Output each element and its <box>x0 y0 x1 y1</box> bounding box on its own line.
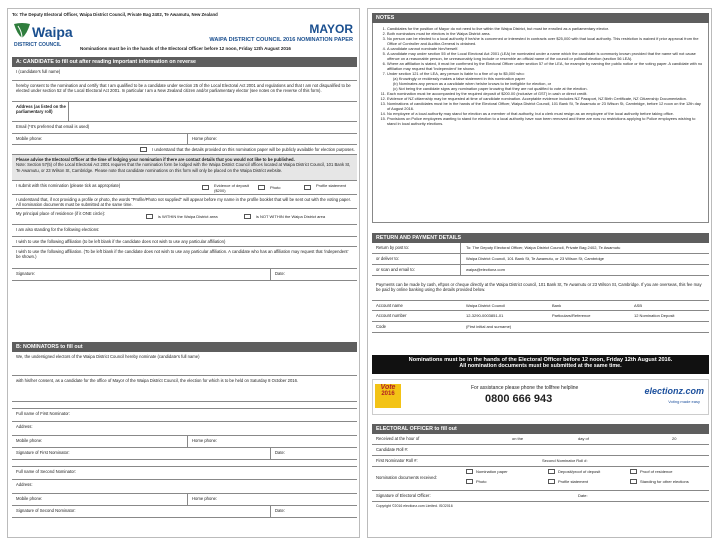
electionz-tagline: Voting made easy <box>668 399 700 404</box>
first-nom-roll-label: First Nominator Roll #: <box>376 458 418 463</box>
note-item: 13. Nominations of candidates must be in the hands of the Electoral Officer, Waipa District Council, 101 Bank St, Te Awamutu or 23 Wilson St, Cambridge, before 12 noon on the 12th day of August 2016. <box>387 101 704 111</box>
home-label-2: Home phone: <box>192 496 218 501</box>
nominator-roll-row[interactable] <box>372 456 709 467</box>
deadline-text: Nominations must be in the hands of the Electoral Officer before 12 noon, Friday 12th August 2016 <box>80 46 291 51</box>
with-consent-text: with his/her consent, as a candidate for the office of Mayor of the Waipa District Council, the election for which is to be held on Saturday 8 October 2016. <box>12 376 357 402</box>
account-name-label: Account name <box>376 303 403 308</box>
eo-header: ELECTORAL OFFICER to fill out <box>372 424 709 434</box>
doc-received-item[interactable] <box>548 479 588 484</box>
note-item: 4. A candidate cannot nominate him/herself. <box>387 46 704 51</box>
email-field[interactable] <box>12 122 357 134</box>
received-row[interactable] <box>372 434 709 445</box>
account-number-value: 12-3290-0003851-01 <box>466 313 504 318</box>
profile-label: Profile statement <box>316 183 347 188</box>
advise-text: Please advise the Electoral Officer at the time of lodging your nomination if there are contact details that you would not like to be published. <box>16 157 295 162</box>
return-row-label: Return by post to: <box>376 245 410 250</box>
second-nominator-phones[interactable] <box>12 494 357 506</box>
mobile-label-2: Mobile phone: <box>16 496 43 501</box>
sig-first-label: Signature of First Nominator: <box>16 450 70 455</box>
deposit-label: Evidence of deposit ($200) <box>214 183 249 193</box>
nominate-field[interactable] <box>12 352 357 376</box>
first-nominator-name[interactable] <box>12 408 357 422</box>
banner-line-2: All nomination documents must be submitted at the same time. <box>459 363 622 369</box>
phone-row <box>12 134 357 145</box>
first-nominator-signature[interactable] <box>12 448 357 460</box>
note-item: 5. A candidate may under section 55 of the Local Electoral Act 2001 (LEA) be nominated under a name which the candidate is commonly known provided that the name will not cause offence on a reasonable person, be unreasonably long include or resemble an official name of the council or political election (section 56 LEA). <box>387 51 704 61</box>
doc-label: Nomination paper <box>476 469 508 474</box>
helpline-number[interactable]: 0800 666 943 <box>485 393 553 405</box>
logo-wordmark: Waipa <box>32 24 73 40</box>
assist-text: For assistance please phone the tollfree helpline <box>471 385 579 391</box>
doc-label: Photo <box>476 479 487 484</box>
understand-row[interactable] <box>12 145 357 155</box>
mobile-label-1: Mobile phone: <box>16 438 43 443</box>
second-nominator-name[interactable] <box>12 466 357 480</box>
eo-date-label: Date: <box>578 493 588 498</box>
submit-label: I submit with this nomination (please tick as appropriate) <box>16 183 121 188</box>
affiliation-label: I wish to use the following affiliation (to be left blank if the candidate does not wish to use any particular affiliation) <box>16 239 226 244</box>
signature-label: Signature: <box>16 271 36 276</box>
eo-signature-row[interactable] <box>372 491 709 502</box>
standing-label: I am also standing for the following elections: <box>16 227 100 232</box>
nomination-paper-front <box>7 8 360 538</box>
note-item: 6. Where an affiliation is stated, it must be confirmed by the Electoral Officer under section 57 of the LEA, for example by naming the public notice or the voting paper. A candidate with no affiliation may request that 'Independent' be shown. <box>387 61 704 71</box>
note-item: 2. Both nominators must be electors in the Waipa District area. <box>387 31 704 36</box>
note-text: Note: Section 57(5) of the Local Electoral Act 2001 requires that the nomination form be lodged with the Waipa District Council offices located at Waipa District Council, 101 Bank St, Te Awamutu, or 23 Wilson St, Cambridge. Please note that candidate nominations on this form will only be placed on the Waipa District website. <box>16 162 351 173</box>
candidate-name-field[interactable] <box>12 67 357 81</box>
mayor-heading: MAYOR <box>309 22 353 36</box>
note-item: 1. Candidates for the position of Mayor do not need to live within the Waipa District, but must be enrolled as a parliamentary elector. <box>387 26 704 31</box>
profile-booklet-text: I understand that, if not providing a profile or photo, the words "Profile/Photo not supplied" will appear before my name in the profile booklet that will be sent out with the voting paper. All nomination documents must be submitted at the same time. <box>12 195 357 209</box>
understand-label: I understand that the details provided on this nomination paper will be publicly available for election purposes. <box>152 147 355 152</box>
vote-year: 2016 <box>381 391 395 397</box>
note-item: 7. Under section 121 of the LEA, any person is liable to a fine of up to $5,000 who: <box>387 71 704 76</box>
bank-label: Bank <box>552 303 562 308</box>
code-label: Code <box>376 324 387 329</box>
return-row-label: or deliver to: <box>376 256 400 261</box>
standing-field[interactable] <box>12 225 357 237</box>
note-item: 14. No employee of a local authority may stand for election as a member of that authority, but a clerk must resign as an employee of the local authority before taking office. <box>387 111 704 116</box>
first-nominator-label: Full name of First Nominator: <box>16 411 70 416</box>
particulars-value: 12 Nomination Deposit <box>634 313 675 318</box>
candidate-signature-row[interactable] <box>12 269 357 281</box>
doc-checkbox[interactable] <box>630 479 637 484</box>
received-label: Received at the hour of <box>376 436 420 441</box>
banner-line-1: Nominations must be in the hands of the Electoral Officer before 12 noon, Friday 12th August 2016. <box>408 357 673 363</box>
return-row-value: Waipa District Council, 101 Bank St, Te Awamutu, or 23 Wilson St, Cambridge <box>466 256 604 261</box>
eo-signature-label: Signature of Electoral Officer: <box>376 493 431 498</box>
return-row-value: To: The Deputy Electoral Officer, Waipa District Council, Private Bag 2402, Te Awamutu <box>466 245 621 250</box>
note-item: (c) Not being the candidate signs any nomination paper knowing that they are not qualified to vote at the election. <box>393 86 588 91</box>
not-within-label: is NOT WITHIN the Waipa District area <box>256 214 326 219</box>
date-label: Date: <box>275 271 286 276</box>
section-a <box>12 57 357 281</box>
account-name-value: Waipa District Council <box>466 303 505 308</box>
vote-label: Vote <box>380 384 396 391</box>
waipa-leaf-icon <box>12 22 32 40</box>
code-row <box>372 322 709 333</box>
note-item: 11. Each nomination must be accompanied by the required deposit of $200.00 (inclusive of GST) in cash or direct credit. <box>387 91 704 96</box>
doc-label: Deposit/proof of deposit <box>558 469 601 474</box>
candidate-roll-row[interactable] <box>372 445 709 456</box>
logo-subtext: DISTRICT COUNCIL <box>14 42 62 48</box>
second-nom-roll-label: Second Nominator Roll #: <box>542 458 588 463</box>
note-item: (a) Knowingly or recklessly makes a false statement in this nomination paper <box>393 76 525 81</box>
address-label-1: Address: <box>16 424 33 429</box>
note-item: 12. Evidence of NZ citizenship may be requested at time of candidate nomination. Acceptable evidence includes NZ Passport, NZ Birth Certificate, NZ Citizenship Documentation. <box>387 96 704 101</box>
notes-list <box>372 23 709 223</box>
second-nominator-signature[interactable] <box>12 506 357 518</box>
address-label: Address (as listed on the parliamentary roll) <box>16 104 66 114</box>
doc-received-item[interactable] <box>630 479 689 484</box>
doc-checkbox[interactable] <box>466 479 473 484</box>
account-name-row <box>372 300 709 311</box>
second-nominator-label: Full name of Second Nominator: <box>16 469 77 474</box>
notes-header: NOTES <box>372 13 709 23</box>
section-b-header: B: NOMINATORS to fill out <box>12 342 357 352</box>
code-value: (First initial and surname) <box>466 324 512 329</box>
doc-label: Standing for other elections <box>640 479 689 484</box>
docs-received-label: Nomination documents received: <box>376 475 437 480</box>
home-phone-label: Home phone: <box>192 136 218 141</box>
day-of-label: day of <box>578 436 589 441</box>
first-nominator-phones[interactable] <box>12 436 357 448</box>
return-row-value: waipa@electionz.com <box>466 267 505 272</box>
section-a-header: A: CANDIDATE to fill out after reading important information on reverse <box>12 57 357 67</box>
helpline-box <box>372 379 709 415</box>
paper-title: WAIPA DISTRICT COUNCIL 2016 NOMINATION PAPER <box>209 37 353 43</box>
waipa-logo <box>12 22 74 54</box>
doc-received-item[interactable] <box>548 469 600 474</box>
docs-received-row <box>372 467 709 491</box>
return-row <box>372 254 709 265</box>
first-nominator-address[interactable] <box>12 422 357 436</box>
return-rows <box>372 243 709 276</box>
note-item: (b) Nominates any person as a candidate when he/she knows to be ineligible for election, or <box>393 81 552 86</box>
not-within-checkbox[interactable] <box>244 214 251 219</box>
electoral-officer-section <box>372 424 709 510</box>
advise-box <box>12 155 357 181</box>
mobile-label: Mobile phone: <box>16 136 43 141</box>
address-label-2: Address: <box>16 482 33 487</box>
date-label-2: Date: <box>275 508 286 513</box>
electionz-logo: electionz.com <box>644 386 704 396</box>
affiliation-note: I wish to use the following affiliation. (To be left blank if the candidate does not wish to use any particular affiliation. A candidate who has an affiliation may request that 'independent' be shown.) <box>12 247 357 269</box>
return-row-label: or scan and email to: <box>376 267 415 272</box>
photo-checkbox[interactable] <box>258 185 265 190</box>
deposit-checkbox[interactable] <box>202 185 209 190</box>
section-b <box>12 342 357 518</box>
doc-received-item[interactable] <box>466 469 508 474</box>
sig-second-label: Signature of Second Nominator: <box>16 508 76 513</box>
year-label: 20 <box>672 436 677 441</box>
doc-label: Profile statement <box>558 479 589 484</box>
consent-text: hereby consent to the nomination and certify that I am qualified to be a candidate under section 25 of the Local Electoral Act 2001 and regulations and that I am not disqualified to be elected under section 52 of the Local Electoral Act 2001. In particular I am a New Zealand citizen and/or parliamentary elector (see notes on the reverse of this form). <box>12 81 357 102</box>
account-number-row <box>372 311 709 322</box>
candidate-roll-label: Candidate Roll #: <box>376 447 409 452</box>
home-label-1: Home phone: <box>192 438 218 443</box>
copyright-text: Copyright ©2016 electionz.com Limited. ISO2016 <box>376 504 453 508</box>
address-field[interactable] <box>12 102 357 122</box>
note-item: 15. Provisions on Police employees wanting to stand for election to a local authority have now been removed and there are now no restrictions applying to Police employees wishing to stand in local authority elections. <box>387 116 704 126</box>
doc-checkbox[interactable] <box>466 469 473 474</box>
email-label: Email (*It's preferred that email is used) <box>16 124 90 129</box>
photo-label: Photo <box>270 185 281 190</box>
profile-checkbox[interactable] <box>304 185 311 190</box>
affiliation-field[interactable] <box>12 237 357 247</box>
deadline-banner <box>372 355 709 374</box>
notes-section <box>372 13 709 223</box>
particulars-label: Particulars/Reference <box>552 313 591 318</box>
address-line: To: The Deputy Electoral Officer, Waipa District Council, Private Bag 2402, Te Awamutu, New Zealand <box>12 12 218 17</box>
return-section <box>372 233 709 333</box>
bank-value: ASB <box>634 303 643 308</box>
nomination-paper-back <box>367 8 712 538</box>
full-name-label: I (candidate's full name) <box>16 69 61 74</box>
understand-checkbox[interactable] <box>140 147 147 152</box>
vote-badge <box>375 384 401 408</box>
residence-label: My principal place of residence (if it ONE circle): <box>16 211 106 216</box>
within-label: is WITHIN the Waipa District area <box>158 214 218 219</box>
payment-note: Payments can be made by cash, eftpos or cheque directly at the Waipa District council, 101 Bank St, Te Awamutu or 23 Wilson St, Cambridge. If you are overseas, this fee may be paid by online banking using the details provided below. <box>376 282 702 293</box>
doc-received-item[interactable] <box>630 469 672 474</box>
within-checkbox[interactable] <box>146 214 153 219</box>
doc-label: Proof of residence <box>640 469 673 474</box>
doc-checkbox[interactable] <box>548 469 555 474</box>
account-number-label: Account number <box>376 313 407 318</box>
on-the-label: on the <box>512 436 524 441</box>
date-label-1: Date: <box>275 450 286 455</box>
note-item: 3. No person can be elected to a local authority if he/she is concerned or interested in contracts over $25,000 with that local authority. This restriction is waived if prior approval from the Office of Controller and Auditor-General is obtained. <box>387 36 704 46</box>
submit-row <box>12 181 357 195</box>
return-row <box>372 265 709 276</box>
return-header: RETURN AND PAYMENT DETAILS <box>372 233 709 243</box>
nominate-label: We, the undersigned electors of the Waipa District Council hereby nominate (candidate's full name) <box>16 354 200 359</box>
doc-checkbox[interactable] <box>548 479 555 484</box>
doc-checkbox[interactable] <box>630 469 637 474</box>
residence-row <box>12 209 357 225</box>
return-row <box>372 243 709 254</box>
doc-received-item[interactable] <box>466 479 486 484</box>
second-nominator-address[interactable] <box>12 480 357 494</box>
